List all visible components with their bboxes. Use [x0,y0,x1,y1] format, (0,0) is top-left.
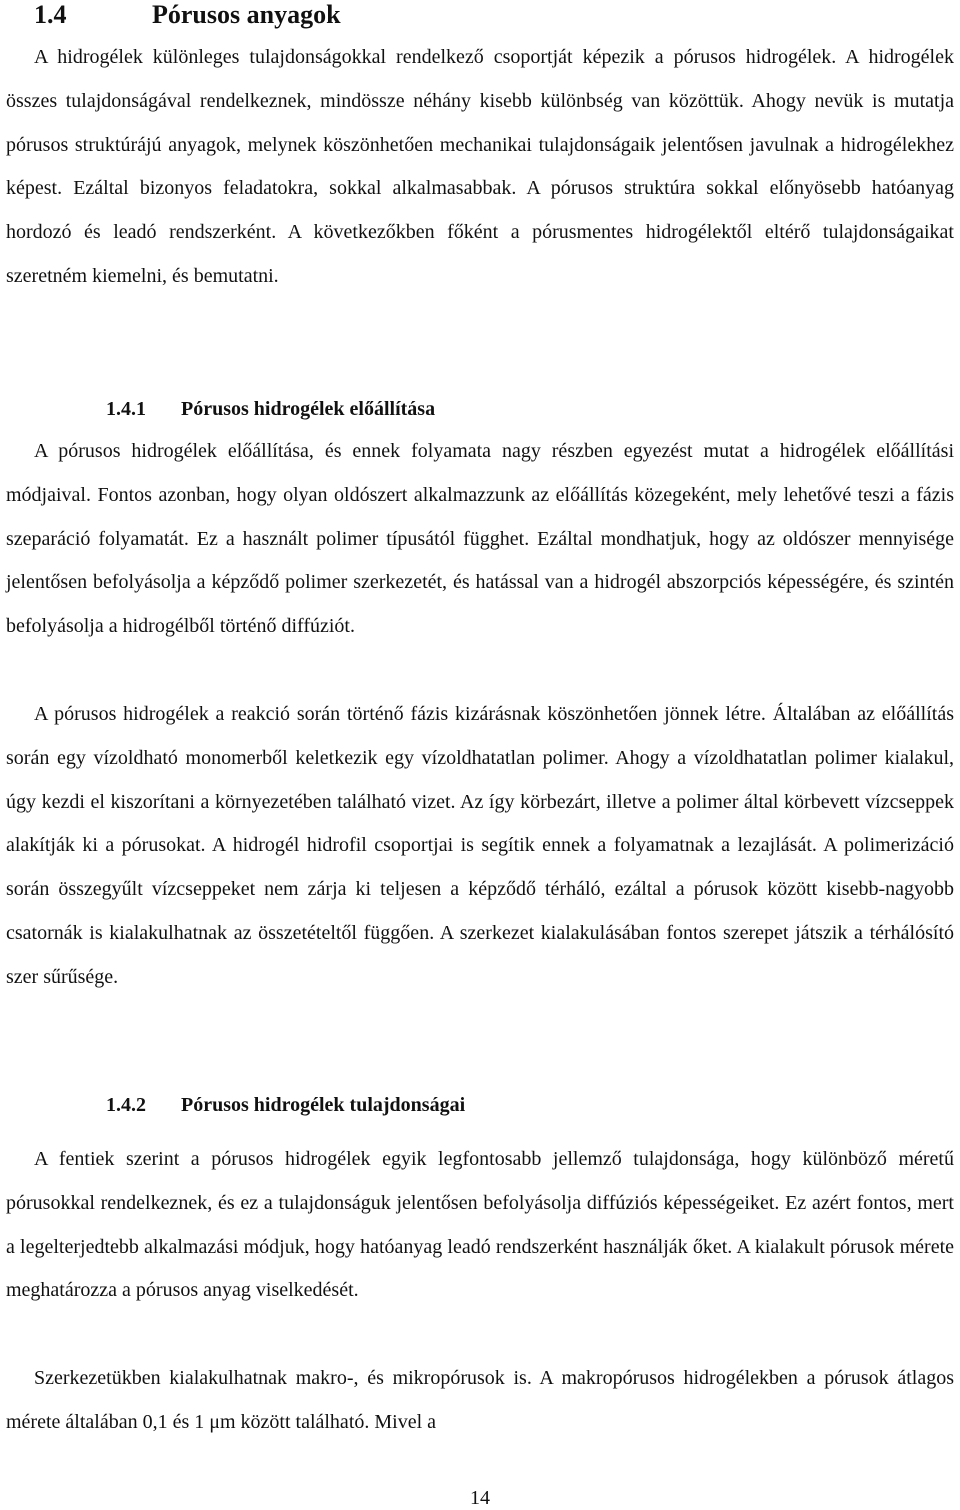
subsection-title: Pórusos hidrogélek előállítása [181,398,436,420]
subsection-number: 1.4.2 [106,1094,146,1116]
subsection-title: Pórusos hidrogélek tulajdonságai [181,1094,466,1116]
section-paragraph: A hidrogélek különleges tulajdonságokkal rendelkező csoportját képezik a pórusos hidrogélek. A hidrogélek összes tulajdonságával rendelkeznek, mindössze néhány kisebb különbség van közöttük. Ahogy nevük is mutatja pórusos struktúrájú anyagok, melynek köszönhetően mechanikai tulajdonságaik jelentősen javulnak a hidrogélekhez képest. Ezáltal bizonyos feladatokra, sokkal alkalmasabbak. A pórusos struktúra sokkal előnyösebb hatóanyag hordozó és leadó rendszerként. A következőkben főként a pórusmentes hidrogélektől eltérő tulajdonságaikat szeretném kiemelni, és bemutatni. [6,46,954,287]
section-title: Pórusos anyagok [152,0,341,29]
section-heading [34,0,341,30]
subsection-heading [106,396,435,422]
subsection-paragraph: A pórusos hidrogélek a reakció során történő fázis kizárásnak köszönhetően jönnek létre. Általában az előállítás során egy vízoldható monomerből keletkezik egy vízoldhatatlan polimer. Ahogy a vízoldhatatlan polimer kialakul, úgy kezdi el kiszorítani a környezetében található vizet. Az így körbezárt, illetve a polimer által körbevett vízcseppek alakítják ki a pórusokat. A hidrogél hidrofil csoportjai is segítik ennek a folyamatnak a lezajlását. A polimerizáció során összegyűlt vízcseppeket nem zárja ki teljesen a képződő térháló, ezáltal a pórusok között kisebb-nagyobb csatornák is kialakulhatnak az összetételtől függően. A szerkezet kialakulásában fontos szerepet játszik a térhálósító szer sűrűsége. [6,703,954,988]
subsection-paragraph: A fentiek szerint a pórusos hidrogélek egyik legfontosabb jellemző tulajdonsága, hogy különböző méretű pórusokkal rendelkeznek, és ez a tulajdonságuk jelentősen befolyásolja diffúziós képességeiket. Ez azért fontos, mert a legelterjedtebb alkalmazási módjuk, hogy hatóanyag leadó rendszerként használják őket. A kialakult pórusok mérete meghatározza a pórusos anyag viselkedését. [6,1148,954,1302]
page-number: 14 [470,1487,490,1509]
subsection-number: 1.4.1 [106,398,146,420]
subsection-paragraph: A pórusos hidrogélek előállítása, és ennek folyamata nagy részben egyezést mutat a hidrogélek előállítási módjaival. Fontos azonban, hogy olyan oldószert alkalmazzunk az előállítás közegeként, mely lehetővé teszi a fázis szeparáció folyamatát. Ez a használt polimer típusától függhet. Ezáltal mondhatjuk, hogy az oldószer mennyisége jelentősen befolyásolja a képződő polimer szerkezetét, és hatással van a hidrogél abszorpciós képességére, és szintén befolyásolja a hidrogélből történő diffúziót. [6,440,954,638]
subsection-paragraph: Szerkezetükben kialakulhatnak makro-, és mikropórusok is. A makropórusos hidrogélekben a pórusok átlagos mérete általában 0,1 és 1 μm között található. Mivel a [6,1367,954,1433]
section-number: 1.4 [34,0,67,29]
subsection-heading [106,1092,465,1118]
